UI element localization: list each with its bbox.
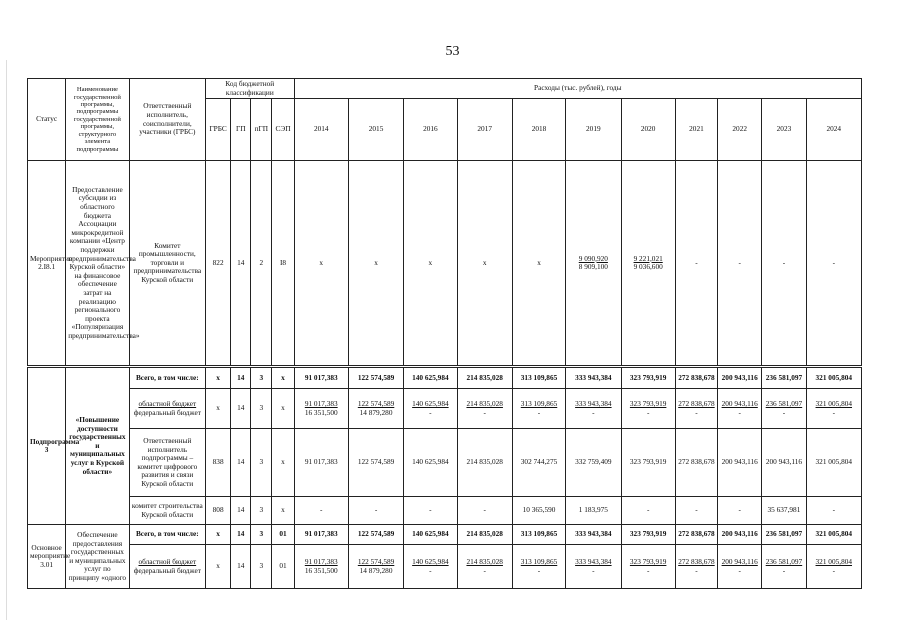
value-b: - <box>782 407 786 417</box>
value-b: 8 909,100 <box>578 262 608 272</box>
gp-cell: 14 <box>231 497 251 525</box>
pgp-cell: 3 <box>251 367 272 389</box>
header-year: 2021 <box>675 99 717 161</box>
value-cell: 35 637,981 <box>762 497 806 525</box>
value-cell: - <box>806 161 861 367</box>
value-b: - <box>832 565 835 575</box>
sep-cell: I8 <box>272 161 294 367</box>
value-cell: 200 943,116 <box>718 525 762 545</box>
value-cell: х <box>404 161 457 367</box>
value-cell: 91 017,383 <box>294 367 348 389</box>
value-cell <box>404 545 457 589</box>
name-cell: «Повышение доступности государственных и муниципальных услуг в Курской области» <box>66 367 129 525</box>
value-cell <box>621 389 675 429</box>
value-a: 321 005,804 <box>815 557 853 567</box>
value-b: - <box>592 407 595 417</box>
value-a: 272 838,678 <box>678 557 715 567</box>
value-cell: - <box>457 497 512 525</box>
header-row-1 <box>28 79 862 99</box>
value-cell: - <box>718 161 762 367</box>
value-cell <box>806 389 861 429</box>
value-cell: 323 793,919 <box>621 525 675 545</box>
value-cell: 321 005,804 <box>806 525 861 545</box>
value-cell: х <box>457 161 512 367</box>
status-cell: Основное мероприятие 3.01 <box>28 525 66 589</box>
value-cell <box>762 545 806 589</box>
value-a: 9 221,021 <box>633 253 663 263</box>
header-gp: ГП <box>231 99 251 161</box>
value-cell: 323 793,919 <box>621 367 675 389</box>
value-cell: 272 838,678 <box>675 525 717 545</box>
value-a: 313 109,865 <box>520 399 558 409</box>
value-cell: 91 017,383 <box>294 525 348 545</box>
value-a: 214 835,028 <box>466 399 503 409</box>
table-row <box>28 161 862 367</box>
value-b: - <box>738 565 741 575</box>
value-a: 214 835,028 <box>466 557 503 567</box>
grbs-cell: х <box>206 525 231 545</box>
responsible-cell <box>129 545 205 589</box>
value-a: 236 581,097 <box>765 399 803 409</box>
header-year: 2023 <box>762 99 806 161</box>
responsible-cell: Комитет промышленности, торговли и предпринимательства Курской области <box>129 161 205 367</box>
value-a: 91 017,383 <box>304 557 338 567</box>
value-cell <box>348 545 403 589</box>
value-cell: 236 581,097 <box>762 525 806 545</box>
responsible-cell: Всего, в том числе: <box>129 525 205 545</box>
value-cell <box>762 389 806 429</box>
value-cell: - <box>675 161 717 367</box>
table-row <box>28 525 862 545</box>
value-cell: 313 109,865 <box>512 367 565 389</box>
header-responsible: Ответственный исполнитель, соисполнители, участники (ГРБС) <box>129 79 205 161</box>
value-cell: 333 943,384 <box>566 367 621 389</box>
value-cell <box>512 545 565 589</box>
pgp-cell: 3 <box>251 389 272 429</box>
header-year: 2024 <box>806 99 861 161</box>
budget-regional: областной бюджет <box>138 399 197 409</box>
value-cell <box>675 545 717 589</box>
value-b: - <box>429 407 432 417</box>
value-cell <box>806 545 861 589</box>
grbs-cell: 838 <box>206 429 231 497</box>
value-cell <box>457 389 512 429</box>
name-cell: Предоставление субсидии из областного бюджета Ассоциации микрокредитной компании «Центр поддержки предпринимательства Курской области» на финансовое обеспечение затрат на реализацию регионального проекта «Популяризация предпринимательства» <box>66 161 129 367</box>
sep-cell: 01 <box>272 525 294 545</box>
header-code-group: Код бюджетной классификации <box>206 79 295 99</box>
value-b: - <box>537 407 541 417</box>
value-cell: 214 835,028 <box>457 429 512 497</box>
budget-table <box>27 78 862 589</box>
header-year: 2019 <box>566 99 621 161</box>
value-b: - <box>695 407 698 417</box>
value-cell <box>294 389 348 429</box>
value-a: 333 943,384 <box>575 399 612 409</box>
value-a: 323 793,919 <box>629 399 667 409</box>
value-cell: - <box>621 497 675 525</box>
header-pgp: пГП <box>251 99 272 161</box>
value-cell <box>566 545 621 589</box>
value-a: 313 109,865 <box>520 557 558 567</box>
gp-cell: 14 <box>231 545 251 589</box>
value-cell <box>718 389 762 429</box>
value-a: 140 625,984 <box>412 399 449 409</box>
value-b: 16 351,500 <box>304 407 338 417</box>
table-row <box>28 545 862 589</box>
value-cell: х <box>512 161 565 367</box>
value-b: 14 879,280 <box>359 565 393 575</box>
value-cell: 302 744,275 <box>512 429 565 497</box>
value-a: 236 581,097 <box>765 557 803 567</box>
value-b: - <box>832 407 835 417</box>
value-cell <box>404 389 457 429</box>
grbs-cell: 808 <box>206 497 231 525</box>
header-year: 2022 <box>718 99 762 161</box>
value-cell: 321 005,804 <box>806 367 861 389</box>
table-row <box>28 367 862 389</box>
value-cell: 122 574,589 <box>348 367 403 389</box>
pgp-cell: 3 <box>251 497 272 525</box>
value-b: - <box>646 565 650 575</box>
value-cell: х <box>294 161 348 367</box>
pgp-cell: 3 <box>251 545 272 589</box>
value-cell <box>675 389 717 429</box>
table-row <box>28 429 862 497</box>
value-cell: 236 581,097 <box>762 367 806 389</box>
responsible-cell: Ответственный исполнитель подпрограммы – комитет цифрового развития и связи Курской области <box>129 429 205 497</box>
value-cell: 140 625,984 <box>404 429 457 497</box>
value-b: - <box>646 407 650 417</box>
gp-cell: 14 <box>231 161 251 367</box>
value-cell <box>512 389 565 429</box>
responsible-cell: комитет строительства Курской области <box>129 497 205 525</box>
header-year: 2017 <box>457 99 512 161</box>
value-cell: 1 183,975 <box>566 497 621 525</box>
value-cell: 321 005,804 <box>806 429 861 497</box>
value-b: - <box>483 565 486 575</box>
name-cell: Обеспечение предоставления государственных и муниципальных услуг по принципу «одного <box>66 525 129 589</box>
responsible-cell: Всего, в том числе: <box>129 367 205 389</box>
responsible-cell <box>129 389 205 429</box>
value-cell: х <box>348 161 403 367</box>
value-cell: 272 838,678 <box>675 367 717 389</box>
value-a: 272 838,678 <box>678 399 715 409</box>
header-status: Статус <box>28 79 66 161</box>
value-cell: 323 793,919 <box>621 429 675 497</box>
value-cell: - <box>348 497 403 525</box>
value-cell: 200 943,116 <box>718 367 762 389</box>
value-cell <box>621 161 675 367</box>
value-cell: 91 017,383 <box>294 429 348 497</box>
grbs-cell: х <box>206 389 231 429</box>
header-name: Наименование государственной программы, подпрограммы государственной программы, структурного элемента подпрограммы <box>66 79 129 161</box>
value-b: - <box>429 565 432 575</box>
header-expenses-group: Расходы (тыс. рублей), годы <box>294 79 861 99</box>
pgp-cell: 2 <box>251 161 272 367</box>
header-year: 2016 <box>404 99 457 161</box>
pgp-cell: 3 <box>251 525 272 545</box>
value-cell: 140 625,984 <box>404 525 457 545</box>
value-cell: - <box>404 497 457 525</box>
header-sep: СЭП <box>272 99 294 161</box>
value-cell: 272 838,678 <box>675 429 717 497</box>
header-year: 2018 <box>512 99 565 161</box>
sep-cell: х <box>272 367 294 389</box>
value-cell <box>718 545 762 589</box>
value-cell: - <box>806 497 861 525</box>
value-cell <box>294 545 348 589</box>
value-cell: 332 759,409 <box>566 429 621 497</box>
value-cell <box>348 389 403 429</box>
sep-cell: х <box>272 389 294 429</box>
gp-cell: 14 <box>231 367 251 389</box>
value-a: 323 793,919 <box>629 557 667 567</box>
value-a: 9 090,920 <box>578 253 608 263</box>
header-grbs: ГРБС <box>206 99 231 161</box>
value-cell: 10 365,590 <box>512 497 565 525</box>
sep-cell: 01 <box>272 545 294 589</box>
sep-cell: х <box>272 497 294 525</box>
value-b: 14 879,280 <box>359 407 393 417</box>
gp-cell: 14 <box>231 525 251 545</box>
value-b: 16 351,500 <box>304 565 338 575</box>
value-cell <box>621 545 675 589</box>
margin-mark <box>6 60 7 620</box>
grbs-cell: х <box>206 545 231 589</box>
value-a: 333 943,384 <box>575 557 612 567</box>
value-b: - <box>592 565 595 575</box>
status-cell: Подпрограмма 3 <box>28 367 66 525</box>
value-cell <box>566 389 621 429</box>
value-cell: 200 943,116 <box>762 429 806 497</box>
grbs-cell: х <box>206 367 231 389</box>
budget-federal: федеральный бюджет <box>133 565 201 575</box>
value-cell <box>566 161 621 367</box>
value-cell: 122 574,589 <box>348 429 403 497</box>
page-number: 53 <box>445 44 460 59</box>
value-cell: - <box>294 497 348 525</box>
value-cell: 140 625,984 <box>404 367 457 389</box>
header-year: 2020 <box>621 99 675 161</box>
value-b: - <box>782 565 786 575</box>
grbs-cell: 822 <box>206 161 231 367</box>
value-a: 122 574,589 <box>357 557 395 567</box>
header-year: 2015 <box>348 99 403 161</box>
value-cell: 200 943,116 <box>718 429 762 497</box>
value-cell: - <box>675 497 717 525</box>
value-a: 91 017,383 <box>304 399 338 409</box>
table-row <box>28 497 862 525</box>
gp-cell: 14 <box>231 429 251 497</box>
table-row <box>28 389 862 429</box>
value-cell <box>457 545 512 589</box>
header-year: 2014 <box>294 99 348 161</box>
value-b: - <box>537 565 541 575</box>
value-b: - <box>695 565 698 575</box>
value-cell: 214 835,028 <box>457 367 512 389</box>
value-a: 200 943,116 <box>721 557 758 567</box>
value-b: - <box>738 407 741 417</box>
value-cell: 214 835,028 <box>457 525 512 545</box>
value-a: 122 574,589 <box>357 399 395 409</box>
budget-federal: федеральный бюджет <box>133 407 201 417</box>
pgp-cell: 3 <box>251 429 272 497</box>
budget-regional: областной бюджет <box>138 557 197 567</box>
value-a: 200 943,116 <box>721 399 758 409</box>
value-cell: 333 943,384 <box>566 525 621 545</box>
sep-cell: х <box>272 429 294 497</box>
value-b: 9 036,600 <box>633 262 663 272</box>
value-a: 321 005,804 <box>815 399 853 409</box>
value-cell: 313 109,865 <box>512 525 565 545</box>
value-cell: - <box>762 161 806 367</box>
value-b: - <box>483 407 486 417</box>
value-cell: 122 574,589 <box>348 525 403 545</box>
status-cell: Мероприятие 2.I8.1 <box>28 161 66 367</box>
gp-cell: 14 <box>231 389 251 429</box>
value-a: 140 625,984 <box>412 557 449 567</box>
value-cell: - <box>718 497 762 525</box>
